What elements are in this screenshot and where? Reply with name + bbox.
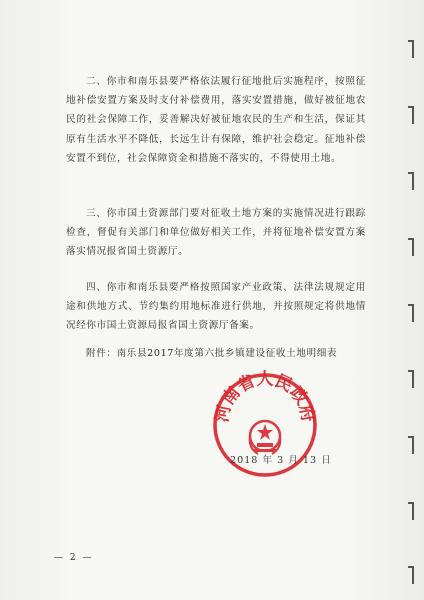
binder-mark xyxy=(408,238,414,256)
binder-mark xyxy=(408,502,414,520)
binder-mark xyxy=(408,436,414,454)
binder-mark xyxy=(408,106,414,124)
seal-text: 河南省人民政府 xyxy=(212,370,318,424)
national-emblem-icon xyxy=(250,421,281,454)
binder-mark xyxy=(408,172,414,190)
binder-mark xyxy=(408,370,414,388)
issue-date: 2018 年 3 月 13 日 xyxy=(230,455,332,466)
attachment-line: 附件：南乐县2017年度第六批乡镇建设征收土地明细表 xyxy=(86,348,338,359)
binder-mark xyxy=(408,566,414,584)
paragraph-2: 二、你市和南乐县要严格依法履行征地批后实施程序，按照征地补偿安置方案及时支付补偿费用，落实安置措施，做好被征地农民的社会保障工作，妥善解决好被征地农民的生产和生活，保证其原有生活水平不降低，长远生计有保障，维护社会稳定。征地补偿安置不到位，社会保障资金和措施不落实的，不得使用土地。 xyxy=(66,76,366,164)
binder-mark xyxy=(408,304,414,322)
paragraph-3: 三、你市国土资源部门要对征收土地方案的实施情况进行跟踪检查，督促有关部门和单位做好相关工作，并将征地补偿安置方案落实情况报省国土资源厅。 xyxy=(66,208,366,258)
binder-mark xyxy=(408,40,414,58)
page-number: — 2 — xyxy=(54,553,94,563)
paragraph-4: 四、你市和南乐县要严格按照国家产业政策、法律法规规定用途和供地方式、节约集约用地标准进行供地，并按照规定将供地情况经你市国土资源局报省国土资源厅备案。 xyxy=(66,282,366,332)
